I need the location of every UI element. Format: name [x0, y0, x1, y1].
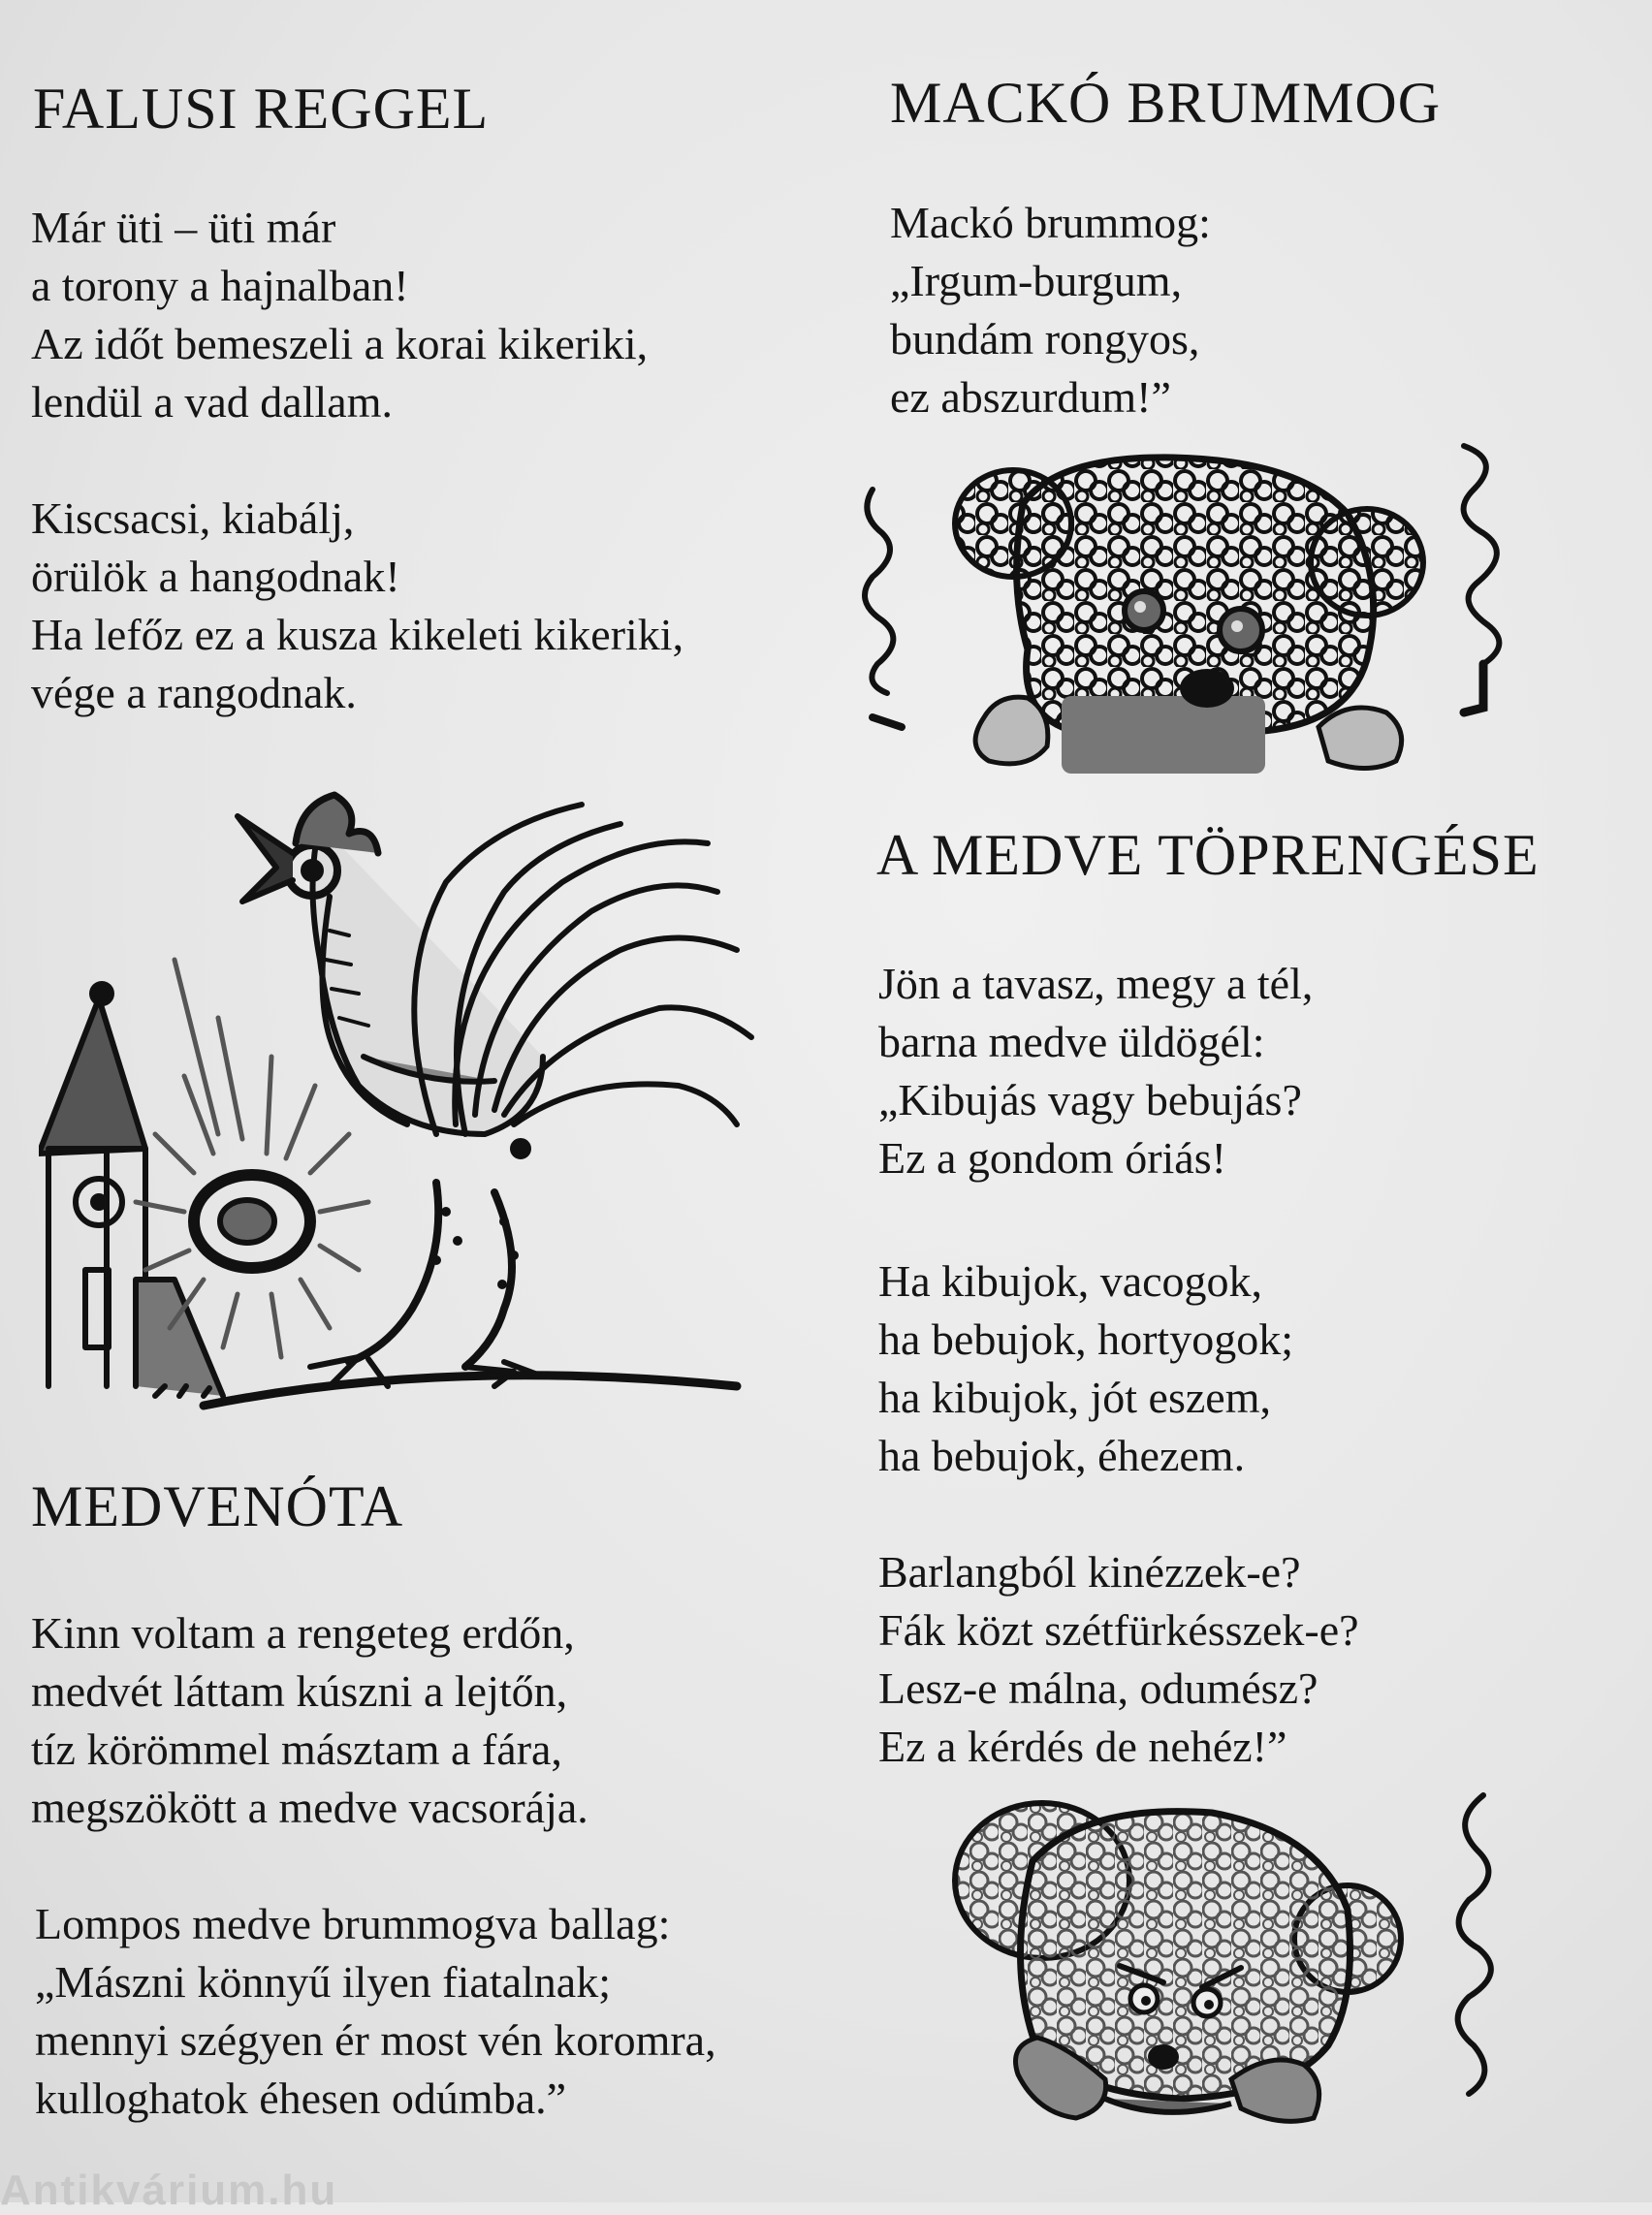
poem-line: Ez a kérdés de nehéz!” — [878, 1722, 1287, 1771]
poem-line: Ha kibujok, vacogok, — [878, 1256, 1263, 1306]
poem-line: Kinn voltam a rengeteg erdőn, — [31, 1608, 575, 1658]
stanza-a-medve-toprengese-2 — [878, 1252, 1293, 1485]
stanza-medvenota-1 — [31, 1604, 588, 1837]
watermark: Antikvárium.hu — [0, 2167, 338, 2214]
poem-line: ha bebujok, hortyogok; — [878, 1314, 1293, 1364]
pondering-bear-illustration — [940, 1784, 1522, 2142]
grumbling-bear-illustration — [843, 436, 1541, 785]
stanza-a-medve-toprengese-1 — [878, 955, 1313, 1187]
stanza-falusi-reggel-1 — [31, 199, 648, 431]
poem-line: barna medve üldögél: — [878, 1017, 1265, 1066]
poem-title-macko-brummog: MACKÓ BRUMMOG — [890, 71, 1442, 135]
poem-line: bundám rongyos, — [890, 314, 1200, 364]
stanza-a-medve-toprengese-3 — [878, 1543, 1359, 1776]
poem-line: Lompos medve brummogva ballag: — [35, 1899, 671, 1948]
poem-line: vége a rangodnak. — [31, 668, 357, 717]
poem-line: „Mászni könnyű ilyen fiatalnak; — [35, 1957, 612, 2007]
poem-title-medvenota: MEDVENÓTA — [31, 1474, 404, 1538]
stanza-macko-brummog-1 — [890, 194, 1211, 427]
poem-line: „Kibujás vagy bebujás? — [878, 1075, 1302, 1124]
poem-line: Ez a gondom óriás! — [878, 1133, 1226, 1183]
poem-line: Lesz-e málna, odumész? — [878, 1663, 1318, 1713]
poem-line: Ha lefőz ez a kusza kikeleti kikeriki, — [31, 610, 684, 659]
poem-line: medvét láttam kúszni a lejtőn, — [31, 1666, 568, 1716]
poem-line: ha bebujok, éhezem. — [878, 1431, 1246, 1480]
stanza-falusi-reggel-2 — [31, 490, 683, 722]
poem-line: Az időt bemeszeli a korai kikeriki, — [31, 319, 649, 368]
rooster-tower-sun-illustration — [39, 766, 766, 1425]
poem-line: Fák közt szétfürkésszek-e? — [878, 1605, 1359, 1655]
poem-line: lendül a vad dallam. — [31, 377, 393, 427]
poem-line: megszökött a medve vacsorája. — [31, 1783, 588, 1832]
poem-line: Már üti – üti már — [31, 203, 336, 252]
poem-line: tíz körömmel másztam a fára, — [31, 1725, 562, 1774]
poem-line: mennyi szégyen ér most vén koromra, — [35, 2015, 716, 2065]
poem-line: örülök a hangodnak! — [31, 552, 400, 601]
poem-line: ez abszurdum!” — [890, 372, 1171, 422]
poem-line: ha kibujok, jót eszem, — [878, 1373, 1271, 1422]
poem-line: kulloghatok éhesen odúmba.” — [35, 2073, 567, 2123]
poem-line: „Irgum-burgum, — [890, 256, 1183, 305]
poem-line: Mackó brummog: — [890, 198, 1211, 247]
poem-line: Barlangból kinézzek-e? — [878, 1547, 1301, 1597]
poem-line: a torony a hajnalban! — [31, 261, 409, 310]
poem-line: Jön a tavasz, megy a tél, — [878, 959, 1314, 1008]
stanza-medvenota-2 — [35, 1895, 716, 2128]
poem-title-falusi-reggel: FALUSI REGGEL — [33, 77, 490, 141]
poem-line: Kiscsacsi, kiabálj, — [31, 493, 355, 543]
poem-title-a-medve-toprengese: A MEDVE TÖPRENGÉSE — [876, 823, 1540, 887]
